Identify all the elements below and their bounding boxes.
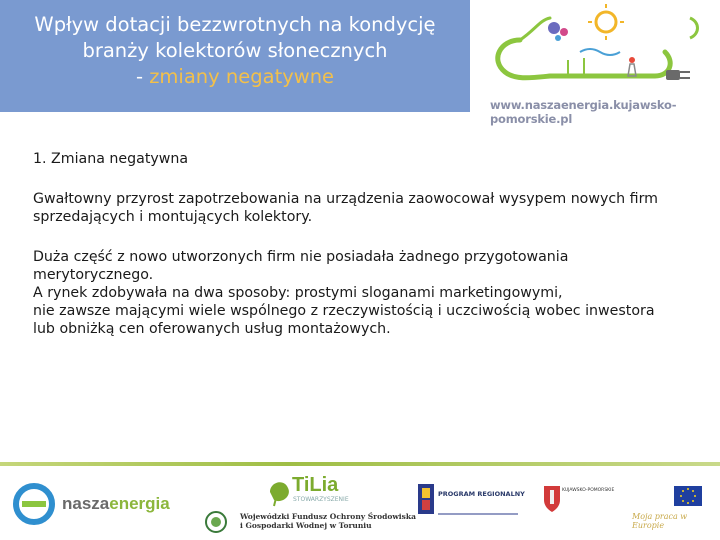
tilia-subtitle: STOWARZYSZENIE <box>293 496 349 503</box>
header-illustration <box>480 0 720 112</box>
paragraph-2-line: lub obniżką cen oferowanych usług montażowych. <box>33 321 391 337</box>
footer-logos <box>0 466 720 540</box>
wfos-text: Wojewódzki Fundusz Ochrony Środowiska i Gospodarki Wodnej w Toruniu <box>240 512 416 530</box>
kujawsko-pomorskie-label: KUJAWSKO-POMORSKIE <box>562 488 615 493</box>
eu-flag-icon <box>636 482 704 512</box>
slide-title-box <box>0 0 470 112</box>
slide-content <box>33 150 683 338</box>
paragraph-1: Gwałtowny przyrost zapotrzebowania na urządzenia zaowocował wysypem nowych firm sprzedających i montujących kolektory. <box>33 191 659 225</box>
program-regionalny-label: PROGRAM REGIONALNY <box>438 490 525 498</box>
title-accent: zmiany negatywne <box>149 65 335 88</box>
title-line-2: branży kolektorów słonecznych <box>82 39 388 62</box>
title-line-3: - zmiany negatywne <box>135 65 335 88</box>
section-heading: 1. Zmiana negatywna <box>33 151 189 167</box>
title-line-1: Wpływ dotacji bezzwrotnych na kondycję <box>34 13 436 36</box>
kujawsko-pomorskie-crest-icon <box>540 482 620 514</box>
tilia-logo-text: TiLia <box>292 474 339 496</box>
program-regionalny-logo-icon <box>418 480 522 518</box>
paragraph-2-line: A rynek zdobywała na dwa sposoby: prostymi sloganami marketingowymi, <box>33 285 563 301</box>
paragraph-2-line: Duża część z nowo utworzonych firm nie posiadała żadnego przygotowania merytorycznego. <box>33 249 569 283</box>
paragraph-2-line: nie zawsze mającymi wiele wspólnego z rzeczywistością i uczciwością wobec inwestora <box>33 303 655 319</box>
naszaenergia-logo-text: naszaenergia <box>62 494 170 513</box>
eu-motto: Moja praca w Europie <box>632 512 688 530</box>
website-url[interactable]: www.naszaenergia.kujawsko-pomorskie.pl <box>490 98 677 126</box>
